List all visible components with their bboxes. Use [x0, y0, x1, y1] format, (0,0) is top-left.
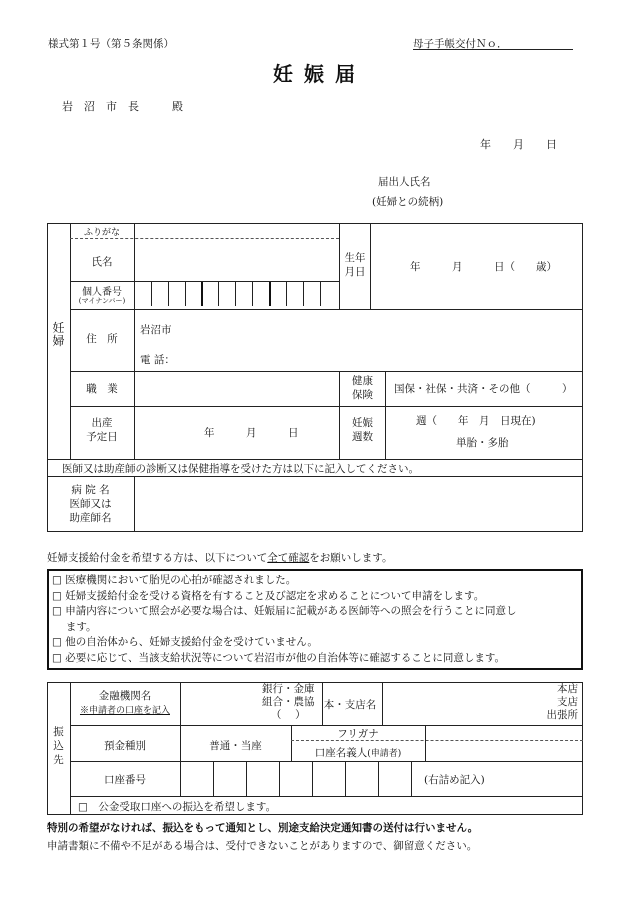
support-item[interactable]: □ 必要に応じて、当該支給状況等について岩沼市が他の自治体等に確認することに同意します。 — [52, 651, 505, 664]
support-intro: 妊婦支援給付金を希望する方は、以下について全て確認をお願いします。 — [47, 552, 393, 564]
name-input[interactable] — [134, 240, 339, 280]
phone-label[interactable]: 電 話： — [140, 354, 175, 366]
weeks-value[interactable]: 週（ 年 月 日現在) — [416, 415, 536, 427]
name-label: 氏名 — [91, 256, 113, 268]
page-title: 妊 娠 届 — [273, 62, 357, 86]
support-item: ます。 — [52, 620, 97, 633]
holder-furigana-label: フリガナ — [337, 728, 379, 740]
birth-label: 生年 月日 — [344, 252, 366, 278]
addressee: 岩 沼 市 長 殿 — [62, 100, 183, 113]
insurance-label: 健康 保険 — [352, 375, 373, 401]
furigana-label: ふりがな — [83, 228, 120, 238]
relation-label: (妊婦との続柄) — [372, 196, 444, 208]
birth-value[interactable]: 年 月 日（ 歳） — [410, 261, 557, 273]
holder-input[interactable] — [426, 741, 582, 761]
pregnant-side-label: 妊 婦 — [52, 321, 65, 348]
deposit-label: 預金種別 — [104, 740, 146, 752]
address-label: 住 所 — [86, 333, 118, 345]
bank-types[interactable]: 銀行・金庫 組合・農協 （ ） — [262, 683, 315, 721]
due-label: 出産 予定日 — [86, 417, 118, 443]
branch-types[interactable]: 本店 支店 出張所 — [546, 683, 578, 721]
weeks-label: 妊娠 週数 — [352, 417, 373, 443]
job-input[interactable] — [134, 372, 339, 406]
form-number: 様式第１号（第５条関係） — [48, 38, 174, 50]
support-items — [52, 573, 517, 667]
institution-label: 金融機関名 — [98, 690, 152, 702]
address-value[interactable]: 岩沼市 — [140, 324, 172, 336]
hospital-input[interactable] — [135, 477, 582, 531]
bank-side-label: 振 込 先 — [53, 726, 64, 766]
footer-note: 申請書類に不備や不足がある場合は、受付できないことがありますので、御留意ください。 — [47, 840, 478, 852]
insurance-value[interactable]: 国保・社保・共済・その他（ ） — [394, 383, 573, 395]
holder-label: 口座名義人(申請者) — [314, 747, 402, 759]
account-input[interactable] — [180, 762, 411, 796]
applicant-name-label: 届出人氏名 — [378, 176, 431, 188]
mynumber-sub: (マイナンバー) — [78, 297, 126, 305]
public-account-option[interactable]: □ 公金受取口座への振込を希望します。 — [78, 801, 277, 813]
support-item[interactable]: □ 他の自治体から、妊婦支援給付金を受けていません。 — [52, 636, 318, 649]
job-label: 職 業 — [86, 383, 118, 395]
right-align-note: (右詰め記入) — [424, 774, 485, 786]
issue-no-field[interactable] — [413, 49, 573, 50]
deposit-value[interactable]: 普通・当座 — [209, 740, 262, 752]
support-item[interactable]: □ 医療機関において胎児の心拍が確認されました。 — [52, 574, 297, 586]
hospital-label: 病 院 名 医師又は 助産師名 — [69, 484, 112, 524]
date-label: 年 月 日 — [480, 138, 557, 151]
support-item[interactable]: □ 妊婦支援給付金を受ける資格を有すること及び認定を求めることについて申請をします。 — [52, 589, 485, 602]
branch-label: 本・支店名 — [323, 699, 377, 711]
due-value[interactable]: 年 月 日 — [204, 427, 299, 439]
doctor-note: 医師又は助産師の診断又は保健指導を受けた方は以下に記入してください。 — [62, 463, 419, 475]
footer-note-bold: 特別の希望がなければ、振込をもって通知とし、別途支給決定通知書の送付は行いません。 — [47, 822, 479, 834]
multi-value[interactable]: 単胎・多胎 — [456, 437, 509, 449]
institution-note: ※申請者の口座を記入 — [79, 706, 170, 716]
branch-input[interactable] — [383, 683, 533, 725]
mynumber-label: 個人番号 — [82, 287, 122, 298]
support-item[interactable]: □ 申請内容について照会が必要な場合は、妊娠届に記載がある医師等への照会を行うことに同意し — [52, 605, 517, 618]
furigana-input[interactable] — [134, 224, 339, 238]
mynumber-input[interactable] — [134, 282, 339, 308]
account-label: 口座番号 — [104, 774, 146, 786]
issue-no-label: 母子手帳交付Ｎｏ． — [413, 38, 508, 50]
